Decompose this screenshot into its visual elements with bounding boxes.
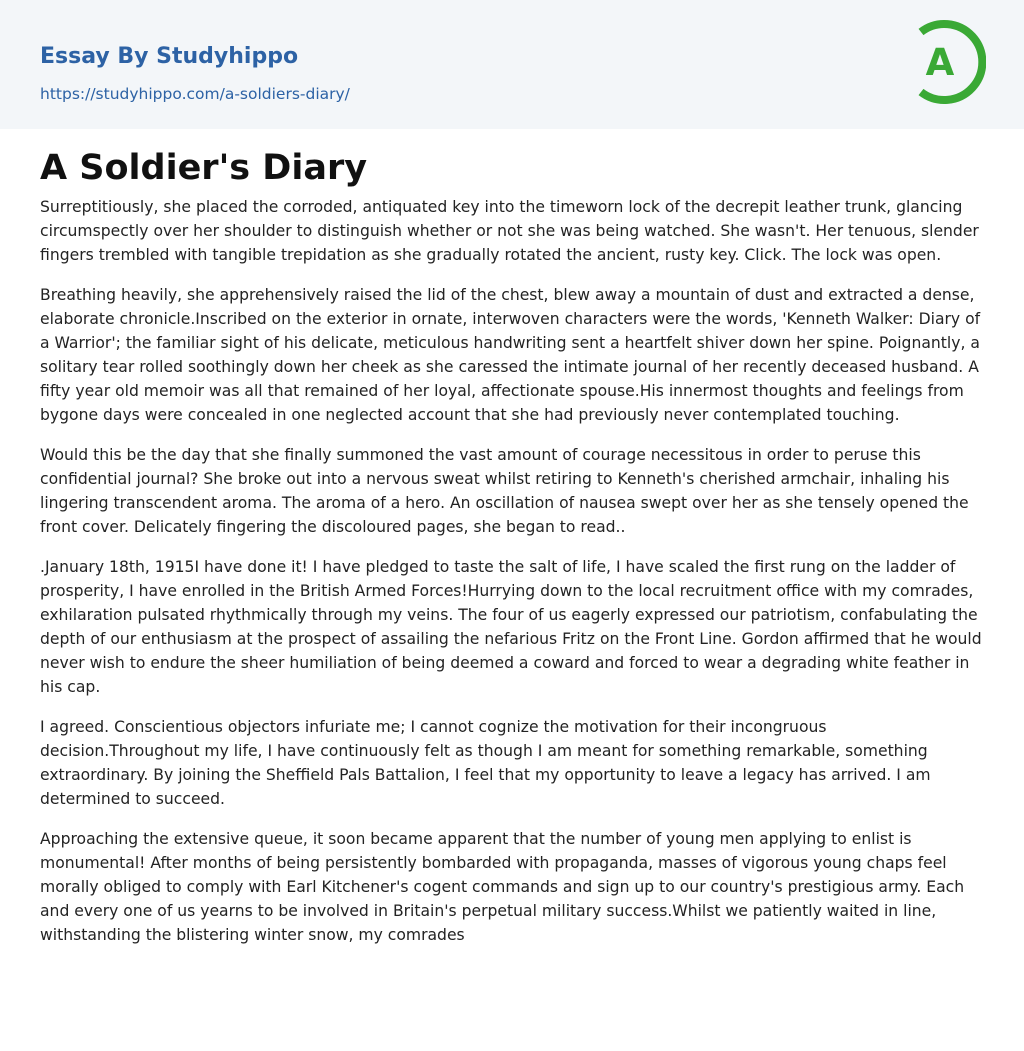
paragraph: I agreed. Conscientious objectors infuriate me; I cannot cognize the motivation for their incongruous decision.Throughout my life, I have continuously felt as though I am meant for something remarkable, something extraordinary. By joining the Sheffield Pals Battalion, I feel that my opportunity to leave a legacy has arrived. I am determined to succeed. <box>40 718 931 808</box>
paragraph: Approaching the extensive queue, it soon became apparent that the number of young men applying to enlist is monumental! After months of being persistently bombarded with propaganda, masses of vigorous young chaps feel morally obliged to comply with Earl Kitchener's cogent commands and sign up to our country's prestigious army. Each and every one of us yearns to be involved in Britain's perpetual military success.Whilst we patiently waited in line, withstanding the blistering winter snow, my comrades <box>40 830 965 944</box>
article <box>40 145 986 963</box>
brand-title[interactable]: Essay By Studyhippo <box>40 44 299 69</box>
paragraph: .January 18th, 1915I have done it! I have pledged to taste the salt of life, I have scaled the first rung on the ladder of prosperity, I have enrolled in the British Armed Forces!Hurrying down to the local recruitment office with my comrades, exhilaration pulsated rhythmically through my veins. The four of us eagerly expressed our patriotism, confabulating the depth of our enthusiasm at the prospect of assailing the nefarious Fritz on the Front Line. Gordon affirmed that he would never wish to endure the sheer humiliation of being deemed a coward and forced to wear a degrading white feather in his cap. <box>40 558 982 696</box>
page-url-link[interactable]: https://studyhippo.com/a-soldiers-diary/ <box>40 85 350 103</box>
paragraph: Breathing heavily, she apprehensively raised the lid of the chest, blew away a mountain of dust and extracted a dense, elaborate chronicle.Inscribed on the exterior in ornate, interwoven characters were the words, 'Kenneth Walker: Diary of a Warrior'; the familiar sight of his delicate, meticulous handwriting sent a heartfelt shiver down her spine. Poignantly, a solitary tear rolled soothingly down her cheek as she caressed the intimate journal of her recently deceased husband. A fifty year old memoir was all that remained of her loyal, affectionate spouse.His innermost thoughts and feelings from bygone days were concealed in one neglected account that she had previously never contemplated touching. <box>40 286 981 424</box>
paragraph: Surreptitiously, she placed the corroded, antiquated key into the timeworn lock of the decrepit leather trunk, glancing circumspectly over her shoulder to distinguish whether or not she was being watched. She wasn't. Her tenuous, slender fingers trembled with tangible trepidation as she gradually rotated the ancient, rusty key. Click. The lock was open. <box>40 198 979 264</box>
paragraph: Would this be the day that she finally summoned the vast amount of courage necessitous in order to peruse this confidential journal? She broke out into a nervous sweat whilst retiring to Kenneth's cherished armchair, inhaling his lingering transcendent aroma. The aroma of a hero. An oscillation of nausea swept over her as she tensely opened the front cover. Delicately fingering the discoloured pages, she began to read.. <box>40 446 969 536</box>
page-title: A Soldier's Diary <box>40 148 368 188</box>
logo-letter: A <box>925 41 955 84</box>
site-header <box>0 0 1024 129</box>
studyhippo-logo-icon[interactable] <box>912 19 986 105</box>
